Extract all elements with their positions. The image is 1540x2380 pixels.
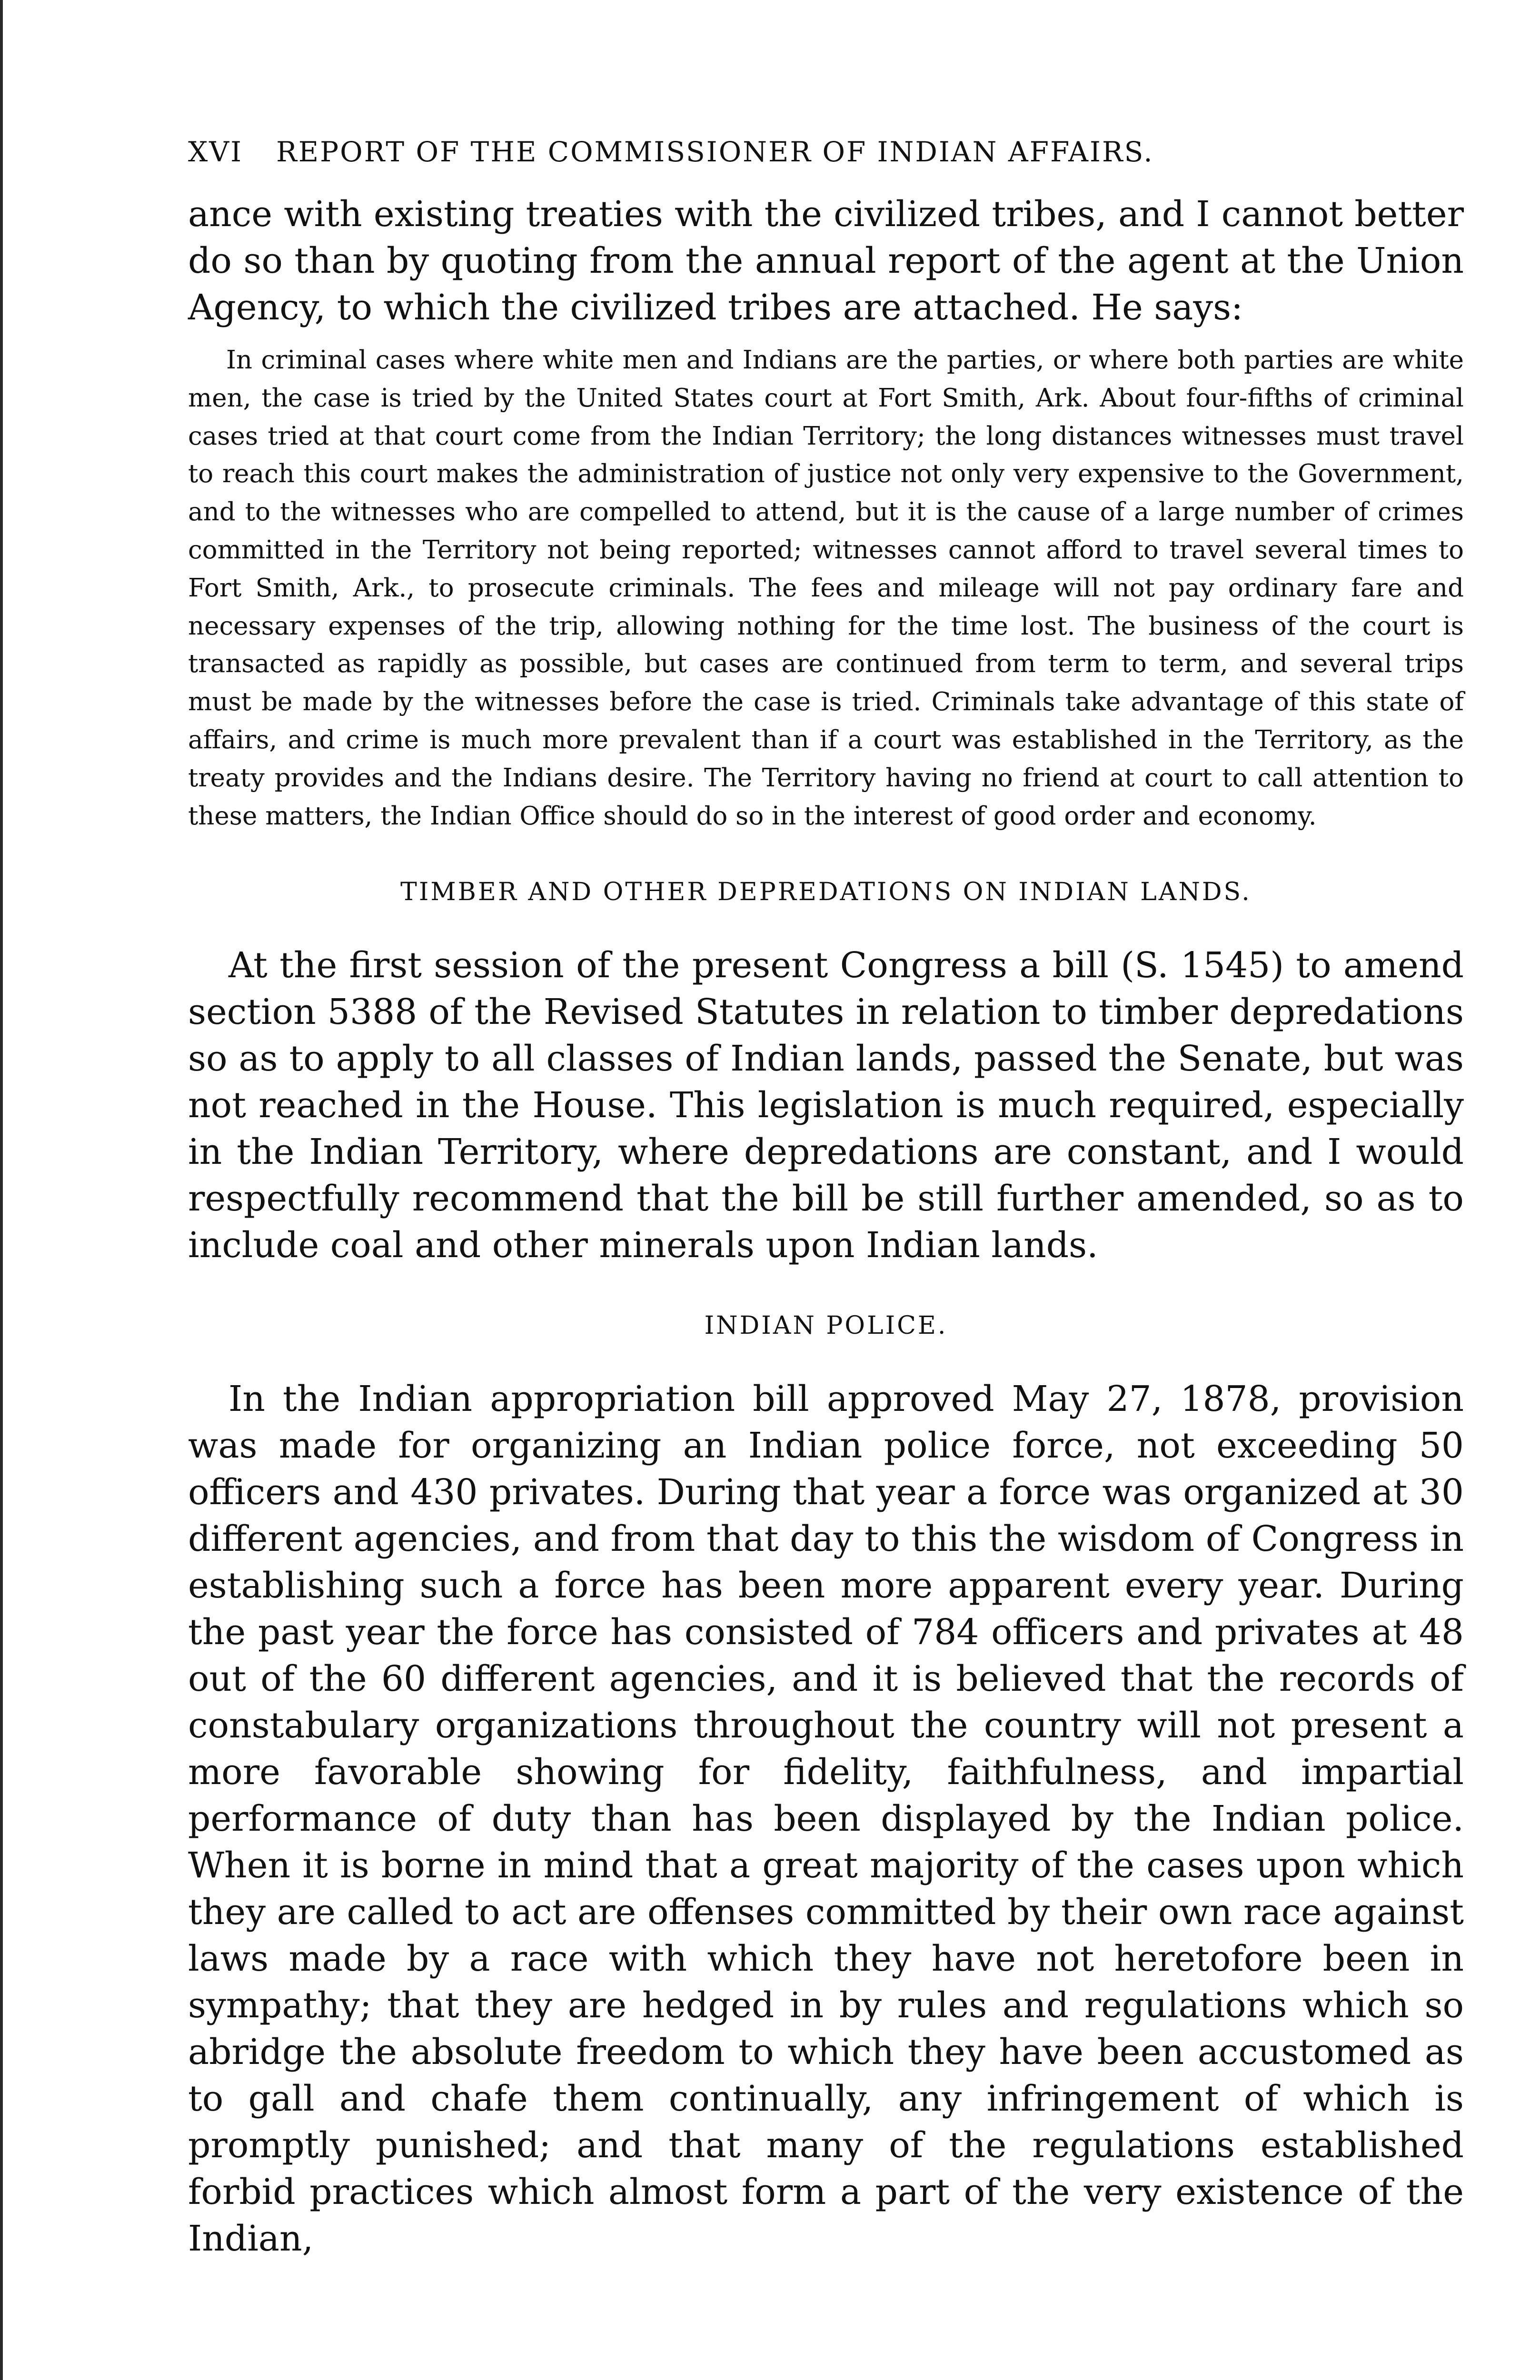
scan-edge-left (0, 0, 3, 2380)
section-heading-timber-depredations: TIMBER AND OTHER DEPREDATIONS ON INDIAN LANDS. (400, 878, 1252, 907)
running-title: REPORT OF THE COMMISSIONER OF INDIAN AFFAIRS. (276, 136, 1154, 168)
document-page (188, 136, 1464, 2262)
indian-police-paragraph: In the Indian appropriation bill approved May 27, 1878, provision was made for organizing an Indian police force, not exceeding 50 officers and 430 privates. During that year a force was organized at 30 different agencies, and from that day to this the wisdom of Congress in establishing such a force has been more apparent every year. During the past year the force has consisted of 784 officers and privates at 48 out of the 60 different agencies, and it is believed that the records of constabulary organizations throughout the country will not present a more favorable showing for fidelity, faithfulness, and impartial performance of duty than has been displayed by the Indian police. When it is borne in mind that a great majority of the cases upon which they are called to act are offenses committed by their own race against laws made by a race with which they have not heretofore been in sympathy; that they are hedged in by rules and regulations which so abridge the absolute freedom to which they have been accustomed as to gall and chafe them continually, any infringement of which is promptly punished; and that many of the regulations established forbid practices which almost form a part of the very existence of the Indian, (188, 1378, 1464, 2260)
quoted-agent-report: In criminal cases where white men and Indians are the parties, or where both parties are white men, the case is tried by the United States court at Fort Smith, Ark. About four-fifths of criminal cases tried at that court come from the Indian Territory; the long distances witnesses must travel to reach this court makes the administration of justice not only very expensive to the Government, and to the witnesses who are compelled to attend, but it is the cause of a large number of crimes committed in the Territory not being reported; witnesses cannot afford to travel several times to Fort Smith, Ark., to prosecute criminals. The fees and mileage will not pay ordinary fare and necessary expenses of the trip, allowing nothing for the time lost. The business of the court is transacted as rapidly as possible, but cases are continued from term to term, and several trips must be made by the witnesses before the case is tried. Criminals take advantage of this state of affairs, and crime is much more prevalent than if a court was established in the Territory, as the treaty provides and the Indians desire. The Territory having no friend at court to call attention to these matters, the Indian Office should do so in the interest of good order and economy. (188, 346, 1464, 831)
timber-depredations-paragraph: At the first session of the present Congress a bill (S. 1545) to amend section 5388 of the Revised Statutes in relation to timber depredations so as to apply to all classes of Indian lands, passed the Senate, but was not reached in the House. This legislation is much required, especially in the Indian Territory, where depredations are constant, and I would respectfully recommend that the bill be still further amended, so as to include coal and other minerals upon Indian lands. (188, 945, 1464, 1266)
section-heading-indian-police: INDIAN POLICE. (704, 1311, 948, 1340)
page-number: XVI (188, 136, 243, 168)
running-header (188, 136, 1464, 168)
intro-paragraph: ance with existing treaties with the civilized tribes, and I cannot better do so than by quoting from the annual report of the agent at the Union Agency, to which the civilized tribes are attached. He says: (188, 194, 1464, 328)
